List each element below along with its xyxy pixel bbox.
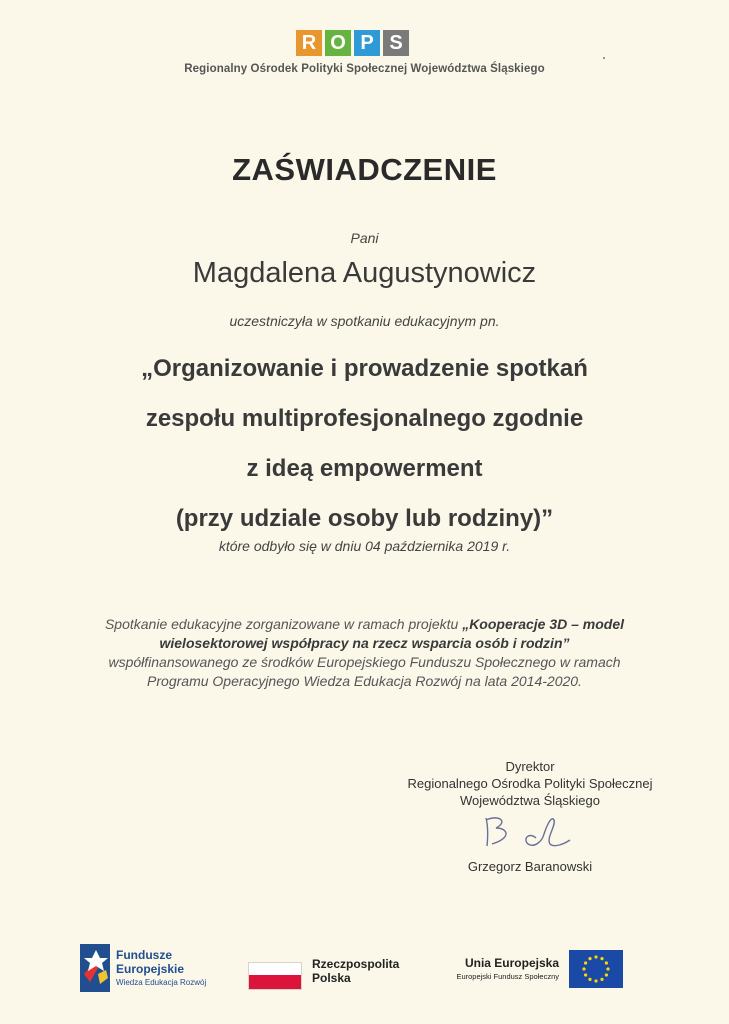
project-line-1 xyxy=(0,615,729,634)
event-title-line-2: zespołu multiprofesjonalnego zgodnie xyxy=(145,405,584,432)
project-intro: Spotkanie edukacyjne zorganizowane w ramach projektu xyxy=(104,616,463,632)
event-title-line-1: „Organizowanie i prowadzenie spotkań xyxy=(141,355,588,382)
rops-letter-s: S xyxy=(383,30,409,56)
ue-logo-line-2: Europejski Fundusz Społeczny xyxy=(456,972,559,981)
event-title-line-3: z ideą empowerment xyxy=(246,455,483,482)
ue-logo-line-1: Unia Europejska xyxy=(464,956,559,970)
signer-name: Grzegorz Baranowski xyxy=(467,859,593,874)
financing-line-2: Programu Operacyjnego Wiedza Edukacja Rozwój na lata 2014-2020. xyxy=(147,673,582,689)
recipient-name: Magdalena Augustynowicz xyxy=(192,257,537,289)
signer-role: Dyrektor xyxy=(505,759,555,774)
signer-institution-line-1: Regionalnego Ośrodka Polityki Społecznej xyxy=(407,776,653,791)
handwritten-signature xyxy=(478,808,588,858)
fe-logo-line-2: Europejskie xyxy=(116,962,185,976)
project-description xyxy=(0,615,729,691)
event-date: które odbyło się w dniu 04 października 2019 r. xyxy=(218,538,511,554)
fundusze-europejskie-logo xyxy=(80,944,112,992)
rops-logo xyxy=(296,30,409,56)
salutation: Pani xyxy=(350,230,379,246)
rops-letter-p: P xyxy=(354,30,380,56)
fe-logo-line-3: Wiedza Edukacja Rozwój xyxy=(116,978,207,987)
project-name-part-1: „Kooperacje 3D – model xyxy=(462,616,625,632)
project-name-part-2: wielosektorowej współpracy na rzecz wsparcia osób i rodzin” xyxy=(159,635,570,651)
rops-letter-r: R xyxy=(296,30,322,56)
fe-logo-line-1: Fundusze xyxy=(116,948,172,962)
event-title xyxy=(0,344,729,544)
event-title-line-4: (przy udziale osoby lub rodziny)” xyxy=(175,505,554,532)
eu-flag-icon xyxy=(569,950,623,988)
organization-name: Regionalny Ośrodek Polityki Społecznej Województwa Śląskiego xyxy=(184,63,545,75)
poland-flag-icon xyxy=(248,962,302,990)
certificate-title: ZAŚWIADCZENIE xyxy=(232,152,497,187)
rp-logo-line-2: Polska xyxy=(312,971,351,985)
signature-block xyxy=(360,758,700,809)
signer-institution-line-2: Województwa Śląskiego xyxy=(460,793,600,808)
speck-mark xyxy=(603,57,605,59)
financing-line-1: współfinansowanego ze środków Europejskiego Funduszu Społecznego w ramach xyxy=(108,654,621,670)
participation-text: uczestniczyła w spotkaniu edukacyjnym pn. xyxy=(229,313,500,329)
rops-letter-o: O xyxy=(325,30,351,56)
rp-logo-line-1: Rzeczpospolita xyxy=(312,957,400,971)
